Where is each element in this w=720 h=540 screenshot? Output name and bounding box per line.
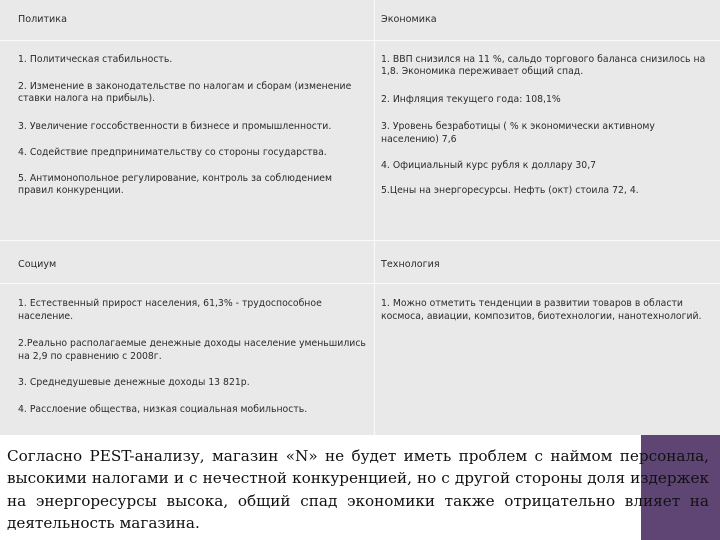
society-item: население. (18, 311, 74, 322)
society-item: 1. Естественный прирост населения, 61,3% - трудоспособное (18, 298, 322, 309)
society-item: 2.Реально располагаемые денежные доходы население уменьшились (18, 338, 366, 349)
table-row-divider (0, 283, 720, 284)
table-column-divider (374, 0, 375, 435)
politics-item: 1. Политическая стабильность. (18, 54, 173, 65)
table-row-divider (0, 40, 720, 41)
economy-item: 1,8. Экономика переживает общий спад. (381, 66, 584, 77)
politics-item: 5. Антимонопольное регулирование, контроль за соблюдением (18, 173, 332, 184)
politics-item: 3. Увеличение госсобственности в бизнесе и промышленности. (18, 121, 332, 132)
society-item: 4. Расслоение общества, низкая социальная мобильность. (18, 404, 308, 415)
conclusion-paragraph: Согласно PEST-анализу, магазин «N» не будет иметь проблем с наймом персонала, высокими налогами и с нечестной конкуренцией, но с другой стороны доля издержек на энергоресурсы высока, общий спад экономики также отрицательно влияет на деятельность магазина. (7, 447, 709, 533)
technology-item: космоса, авиации, композитов, биотехнологии, нанотехнологий. (381, 311, 702, 322)
society-item: 3. Среднедушевые денежные доходы 13 821р. (18, 377, 250, 388)
economy-item: 5.Цены на энергоресурсы. Нефть (окт) стоила 72, 4. (381, 185, 639, 196)
politics-item: 4. Содействие предпринимательству со стороны государства. (18, 147, 327, 158)
politics-title: Политика (18, 14, 67, 25)
economy-item: 2. Инфляция текущего года: 108,1% (381, 94, 561, 105)
technology-item: 1. Можно отметить тенденции в развитии товаров в области (381, 298, 683, 309)
table-row-divider (0, 240, 720, 241)
economy-item: 1. ВВП снизился на 11 %, сальдо торгового баланса снизилось на (381, 54, 706, 65)
economy-title: Экономика (381, 14, 437, 25)
economy-item: 4. Официальный курс рубля к доллару 30,7 (381, 160, 597, 171)
economy-item: 3. Уровень безработицы ( % к экономически активному (381, 121, 655, 132)
economy-item: населению) 7,6 (381, 134, 457, 145)
politics-item: 2. Изменение в законодательстве по налогам и сборам (изменение (18, 81, 352, 92)
politics-item: ставки налога на прибыль). (18, 93, 156, 104)
technology-title: Технология (381, 259, 440, 270)
politics-item: правил конкуренции. (18, 185, 124, 196)
society-item: на 2,9 по сравнению с 2008г. (18, 351, 162, 362)
society-title: Социум (18, 259, 57, 270)
